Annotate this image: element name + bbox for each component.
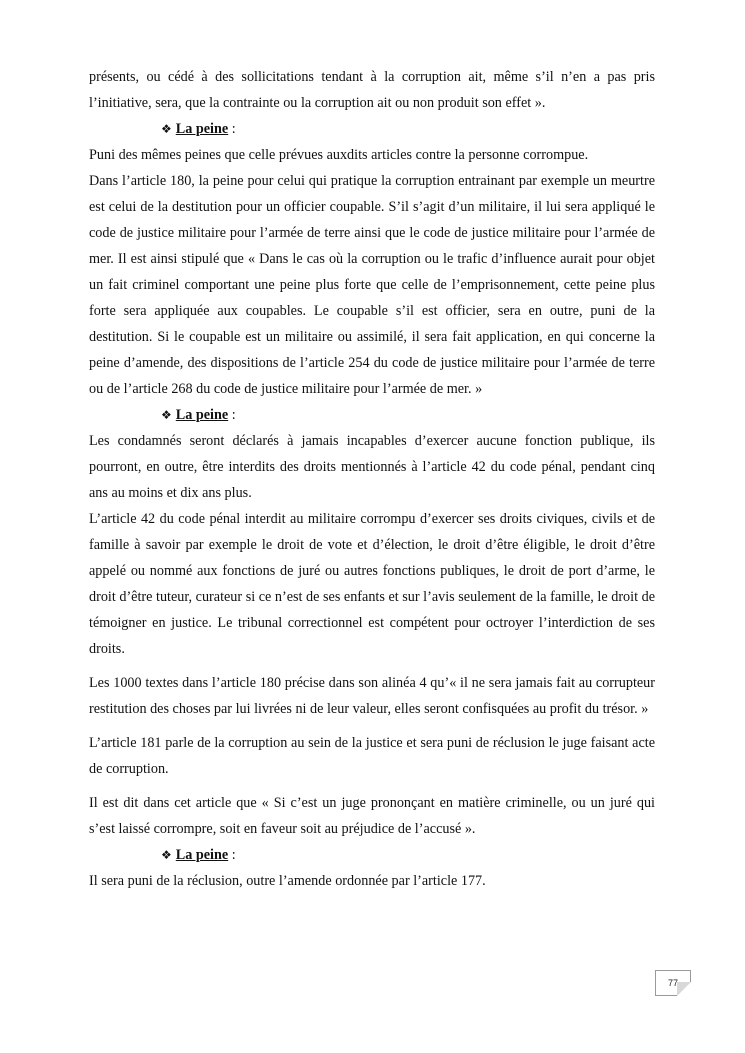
paragraph: Il sera puni de la réclusion, outre l’amende ordonnée par l’article 177. bbox=[89, 873, 486, 889]
page-number-box bbox=[655, 970, 691, 996]
paragraph: L’article 181 parle de la corruption au sein de la justice et sera puni de réclusion le juge faisant acte de corruption. bbox=[89, 735, 655, 777]
heading-label: La peine bbox=[175, 121, 229, 137]
page-number: 77 bbox=[667, 978, 678, 988]
heading-label: La peine bbox=[175, 847, 229, 863]
diamond-bullet-icon: ❖ bbox=[161, 122, 172, 136]
diamond-bullet-icon: ❖ bbox=[161, 408, 172, 422]
paragraph: présents, ou cédé à des sollicitations tendant à la corruption ait, même s’il n’en a pas pris l’initiative, sera, que la contrainte ou la corruption ait ou non produit son effet ». bbox=[89, 69, 655, 111]
heading-suffix: : bbox=[228, 847, 236, 863]
paragraph: Puni des mêmes peines que celle prévues auxdits articles contre la personne corrompue. bbox=[89, 147, 589, 163]
heading-label: La peine bbox=[175, 407, 229, 423]
paragraph: Les 1000 textes dans l’article 180 précise dans son alinéa 4 qu’« il ne sera jamais fait au corrupteur restitution des choses par lui livrées ni de leur valeur, elles seront confisquées au profit du trésor. » bbox=[89, 675, 655, 717]
section-heading bbox=[89, 402, 655, 428]
page-fold-icon bbox=[677, 982, 691, 996]
paragraph: Dans l’article 180, la peine pour celui qui pratique la corruption entrainant par exemple un meurtre est celui de la destitution pour un officier coupable. S’il s’agit d’un militaire, il lui sera appliqué le code de justice militaire pour l’armée de terre ainsi que le code de justice militaire pour l’armée de mer. Il est ainsi stipulé que « Dans le cas où la corruption ou le trafic d’influence aurait pour objet un fait criminel comportant une peine plus forte que celle de l’emprisonnement, cette peine plus forte sera appliquée aux coupables. Le coupable s’il est officier, sera en outre, puni de la destitution. Si le coupable est un militaire ou assimilé, il sera fait application, en qui concerne la peine d’amende, des dispositions de l’article 254 du code de justice militaire pour l’armée de terre ou de l’article 268 du code de justice militaire pour l’armée de mer. » bbox=[89, 173, 655, 397]
heading-suffix: : bbox=[228, 407, 236, 423]
paragraph: L’article 42 du code pénal interdit au militaire corrompu d’exercer ses droits civiques, civils et de famille à savoir par exemple le droit de vote et d’élection, le droit d’être éligible, le droit d’être appelé ou nommé aux fonctions de juré ou autres fonctions publiques, le droit de port d’arme, le droit d’être tuteur, curateur si ce n’est de ses enfants et sur l’avis seulement de la famille, le droit de témoigner en justice. Le tribunal correctionnel est compétent pour octroyer l’interdiction de ses droits. bbox=[89, 511, 655, 657]
section-heading bbox=[89, 116, 655, 142]
paragraph: Il est dit dans cet article que « Si c’est un juge prononçant en matière criminelle, ou un juré qui s’est laissé corrompre, soit en faveur soit au préjudice de l’accusé ». bbox=[89, 795, 655, 837]
document-page bbox=[89, 64, 655, 894]
heading-suffix: : bbox=[228, 121, 236, 137]
diamond-bullet-icon: ❖ bbox=[161, 848, 172, 862]
section-heading bbox=[89, 842, 655, 868]
paragraph: Les condamnés seront déclarés à jamais incapables d’exercer aucune fonction publique, ils pourront, en outre, être interdits des droits mentionnés à l’article 42 du code pénal, pendant cinq ans au moins et dix ans plus. bbox=[89, 433, 655, 501]
